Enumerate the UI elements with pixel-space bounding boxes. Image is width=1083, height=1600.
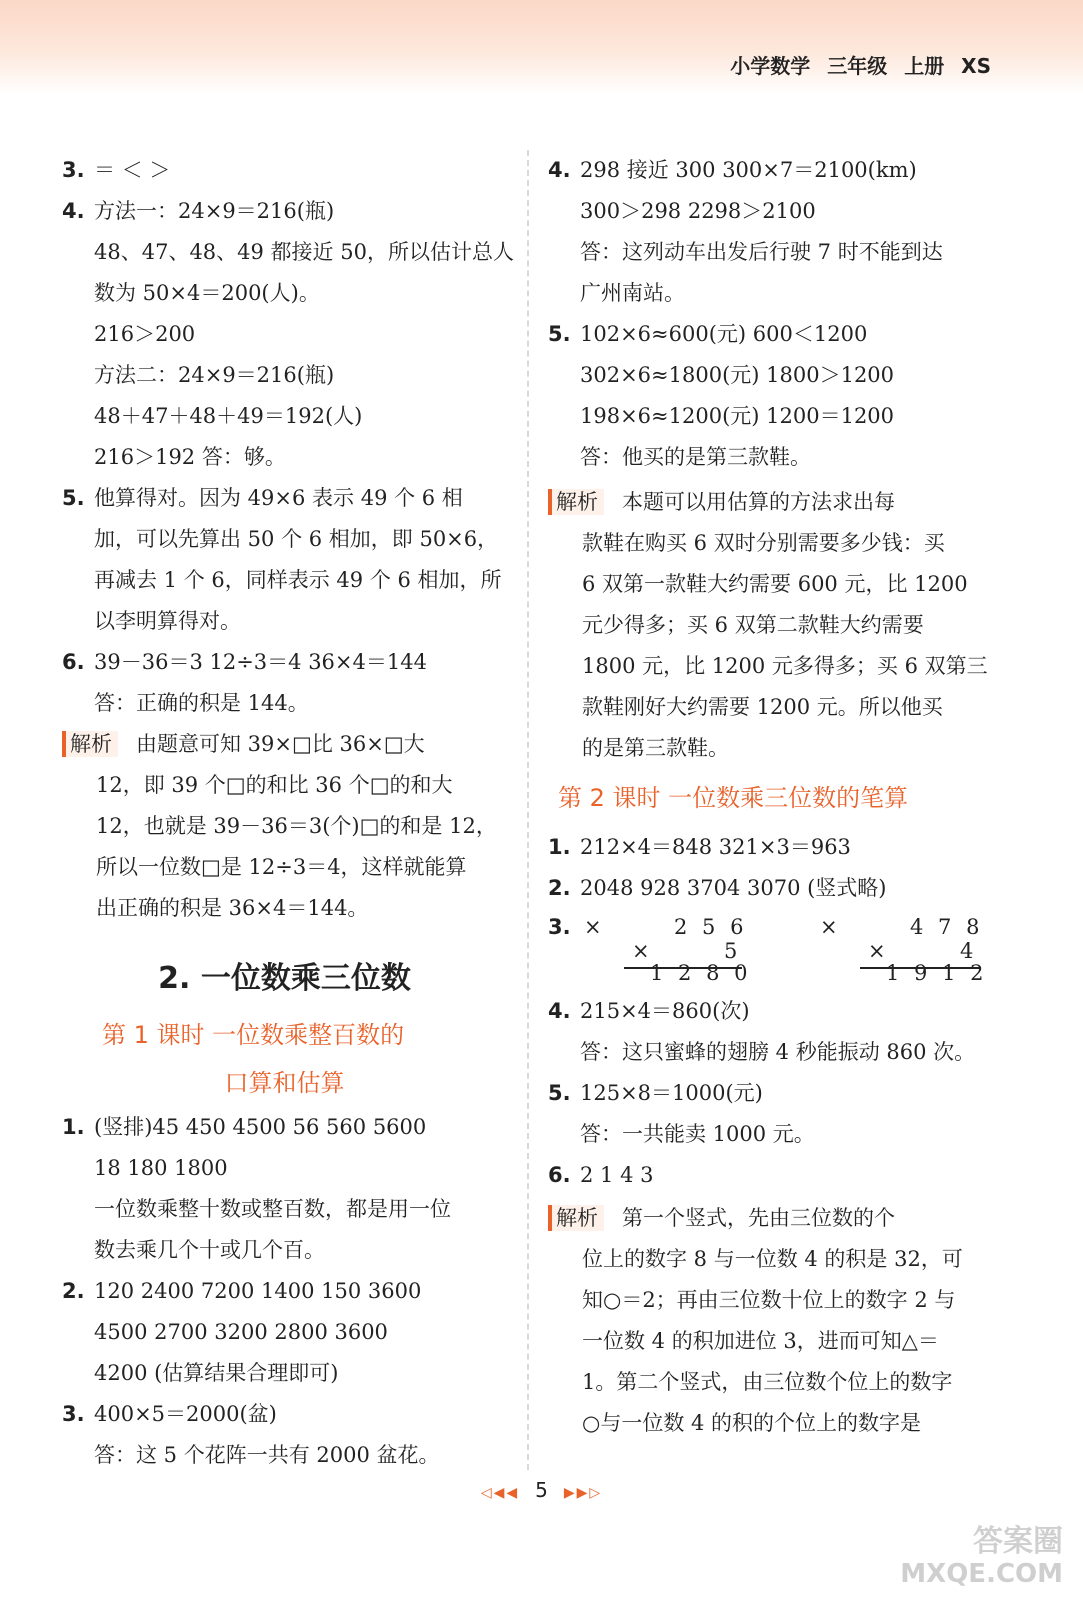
answer-line bbox=[62, 642, 507, 683]
question-number: 5. bbox=[548, 322, 571, 346]
answer-text: 198×6≈1200(元) 1200＝1200 bbox=[580, 404, 895, 428]
analysis-paragraph bbox=[548, 1198, 998, 1239]
answer-text: 答：这列动车出发后行驶 7 时不能到达 bbox=[580, 240, 943, 264]
answer-line bbox=[548, 437, 998, 478]
answer-text: 2048 928 3704 3070 (竖式略) bbox=[580, 876, 887, 900]
answer-line bbox=[62, 355, 507, 396]
right-answers-block bbox=[548, 150, 998, 478]
answer-line bbox=[62, 1353, 507, 1394]
answer-line bbox=[548, 314, 998, 355]
answer-line bbox=[62, 683, 507, 724]
analysis-line: 知○＝2；再由三位数十位上的数字 2 与 bbox=[582, 1288, 956, 1312]
analysis-line: ○与一位数 4 的积的个位上的数字是 bbox=[582, 1411, 922, 1435]
left-column bbox=[62, 150, 514, 1476]
question-number: 4. bbox=[548, 999, 571, 1023]
analysis-line: 1。第二个竖式，由三位数个位上的数字 bbox=[582, 1370, 953, 1394]
analysis-line: 款鞋刚好大约需要 1200 元。所以他买 bbox=[582, 695, 943, 719]
answer-line bbox=[548, 1155, 998, 1196]
answer-text: 方法二：24×9＝216(瓶) bbox=[94, 363, 335, 387]
answer-line bbox=[548, 396, 998, 437]
question-number: 6. bbox=[62, 650, 85, 674]
answer-line bbox=[62, 1107, 507, 1148]
analysis-line: 12，即 39 个□的和比 36 个□的和大 bbox=[96, 773, 453, 797]
answer-text: 2 1 4 3 bbox=[580, 1163, 654, 1187]
answer-line bbox=[62, 1312, 507, 1353]
answer-text: 300＞298 2298＞2100 bbox=[580, 199, 816, 223]
analysis-line: 所以一位数□是 12÷3＝4，这样就能算 bbox=[96, 855, 467, 879]
vert1-multiplier: 5 bbox=[724, 939, 738, 963]
analysis-line: 12，也就是 39－36＝3(个)□的和是 12， bbox=[96, 814, 497, 838]
answer-text: 102×6≈600(元) 600＜1200 bbox=[580, 322, 868, 346]
watermark-line2: MXQE.COM bbox=[900, 1559, 1063, 1589]
watermark-line1: 答案圈 bbox=[973, 1524, 1063, 1559]
question-number: 5. bbox=[62, 486, 85, 510]
answer-line bbox=[548, 191, 998, 232]
answer-text: 答：这只蜜蜂的翅膀 4 秒能振动 860 次。 bbox=[580, 1040, 976, 1064]
column-divider bbox=[527, 150, 529, 1470]
answer-line bbox=[62, 1271, 507, 1312]
answer-line bbox=[548, 355, 998, 396]
answer-line bbox=[62, 396, 507, 437]
vert1-operator: × bbox=[632, 939, 650, 963]
answer-text: 125×8＝1000(元) bbox=[580, 1081, 763, 1105]
analysis-line: 由题意可知 39×□比 36×□大 bbox=[136, 732, 425, 756]
wrong-mark: × bbox=[584, 915, 602, 939]
answer-line bbox=[548, 991, 998, 1032]
answer-text: 48＋47＋48＋49＝192(人) bbox=[94, 404, 363, 428]
answer-text: 答：一共能卖 1000 元。 bbox=[580, 1122, 815, 1146]
question-number: 3. bbox=[62, 1402, 85, 1426]
answer-line bbox=[62, 232, 514, 273]
answer-text: 215×4＝860(次) bbox=[580, 999, 750, 1023]
question-number: 4. bbox=[62, 199, 85, 223]
vert2-result: 1 9 1 2 bbox=[886, 961, 988, 985]
answer-text: 39－36＝3 12÷3＝4 36×4＝144 bbox=[94, 650, 427, 674]
page-number: 5 bbox=[535, 1478, 548, 1502]
question-number: 6. bbox=[548, 1163, 571, 1187]
analysis-tag: 解析 bbox=[548, 489, 604, 515]
analysis-tag: 解析 bbox=[62, 731, 118, 757]
analysis-line: 本题可以用估算的方法求出每 bbox=[622, 490, 895, 514]
question-number: 3. bbox=[548, 915, 571, 939]
header-band bbox=[0, 0, 1083, 95]
answer-line bbox=[548, 827, 998, 868]
answer-text: 48、47、48、49 都接近 50，所以估计总人 bbox=[94, 240, 514, 264]
analysis-line: 元少得多；买 6 双第二款鞋大约需要 bbox=[582, 613, 924, 637]
answer-text: 答：他买的是第三款鞋。 bbox=[580, 445, 811, 469]
analysis-paragraph bbox=[548, 482, 998, 523]
answer-text: 298 接近 300 300×7＝2100(km) bbox=[580, 158, 917, 182]
answer-text: 方法一：24×9＝216(瓶) bbox=[94, 199, 335, 223]
answer-line bbox=[62, 150, 507, 191]
vertical-calculations bbox=[548, 909, 998, 991]
analysis-line: 1800 元，比 1200 元多得多；买 6 双第三 bbox=[582, 654, 988, 678]
answer-line bbox=[62, 560, 507, 601]
question-number: 1. bbox=[62, 1115, 85, 1139]
answer-line bbox=[62, 519, 507, 560]
answer-line bbox=[62, 1189, 507, 1230]
vert2-multiplicand: 4 7 8 bbox=[910, 915, 984, 939]
question-number: 3. bbox=[62, 158, 85, 182]
answer-text: 答：正确的积是 144。 bbox=[94, 691, 309, 715]
answer-text: 302×6≈1800(元) 1800＞1200 bbox=[580, 363, 895, 387]
answer-line bbox=[62, 1230, 507, 1271]
answer-text: 一位数乘整十数或整百数，都是用一位 bbox=[94, 1197, 451, 1221]
answer-line bbox=[62, 191, 507, 232]
lesson-1-title-line2: 口算和估算 bbox=[224, 1069, 345, 1097]
answer-text: 216＞192 答：够。 bbox=[94, 445, 286, 469]
vert1-result: 1 2 8 0 bbox=[650, 961, 752, 985]
question-number: 5. bbox=[548, 1081, 571, 1105]
answer-text: 4500 2700 3200 2800 3600 bbox=[94, 1320, 388, 1344]
answer-line bbox=[548, 1114, 998, 1155]
prev-arrows-icon: ◁◀◀ bbox=[480, 1485, 520, 1501]
answer-line bbox=[548, 868, 998, 909]
wrong-mark: × bbox=[820, 915, 838, 939]
answer-text: 他算得对。因为 49×6 表示 49 个 6 相 bbox=[94, 486, 463, 510]
question-number: 1. bbox=[548, 835, 571, 859]
analysis-line: 位上的数字 8 与一位数 4 的积是 32，可 bbox=[582, 1247, 963, 1271]
answer-text: 18 180 1800 bbox=[94, 1156, 228, 1180]
lesson-2-answers-block-2 bbox=[548, 991, 998, 1196]
analysis-line: 第一个竖式，先由三位数的个 bbox=[622, 1206, 895, 1230]
answer-text: 4200 (估算结果合理即可) bbox=[94, 1361, 339, 1385]
next-arrows-icon: ▶▶▷ bbox=[563, 1485, 603, 1501]
question-number: 2. bbox=[548, 876, 571, 900]
analysis-paragraph bbox=[62, 724, 507, 765]
answer-line bbox=[62, 1394, 507, 1435]
answer-text: ＝ ＜ ＞ bbox=[94, 158, 171, 182]
answer-text: 120 2400 7200 1400 150 3600 bbox=[94, 1279, 422, 1303]
lesson-1-answers-block bbox=[62, 1107, 507, 1476]
header-subject-grade: 小学数学 三年级 上册 XS bbox=[730, 54, 991, 78]
answer-line bbox=[548, 273, 998, 314]
answer-line bbox=[62, 437, 507, 478]
right-column bbox=[548, 150, 998, 1444]
answer-text: 再减去 1 个 6，同样表示 49 个 6 相加，所 bbox=[94, 568, 502, 592]
vert1-multiplicand: 2 5 6 bbox=[674, 915, 748, 939]
answer-line bbox=[62, 1435, 507, 1476]
watermark-logo bbox=[900, 1526, 1063, 1590]
analysis-line: 款鞋在购买 6 双时分别需要多少钱：买 bbox=[582, 531, 945, 555]
answer-line bbox=[62, 601, 507, 642]
answer-line bbox=[62, 478, 507, 519]
answer-text: 212×4＝848 321×3＝963 bbox=[580, 835, 851, 859]
section-title: 2. 一位数乘三位数 bbox=[158, 961, 411, 996]
answer-text: 广州南站。 bbox=[580, 281, 685, 305]
answer-line bbox=[548, 1032, 998, 1073]
answer-line bbox=[548, 1073, 998, 1114]
answer-text: 答：这 5 个花阵一共有 2000 盆花。 bbox=[94, 1443, 440, 1467]
vert2-operator: × bbox=[868, 939, 886, 963]
analysis-tag: 解析 bbox=[548, 1205, 604, 1231]
lesson-2-answers-block bbox=[548, 827, 998, 909]
analysis-line: 6 双第一款鞋大约需要 600 元，比 1200 bbox=[582, 572, 968, 596]
page-footer bbox=[0, 1478, 1083, 1502]
analysis-line: 出正确的积是 36×4＝144。 bbox=[96, 896, 369, 920]
answer-text: 400×5＝2000(盆) bbox=[94, 1402, 277, 1426]
answer-line bbox=[62, 1148, 507, 1189]
analysis-line: 的是第三款鞋。 bbox=[582, 736, 729, 760]
answer-line bbox=[62, 314, 507, 355]
lesson-1-title-line1: 第 1 课时 一位数乘整百数的 bbox=[102, 1021, 405, 1049]
vert2-multiplier: 4 bbox=[960, 939, 974, 963]
question-number: 4. bbox=[548, 158, 571, 182]
answer-text: 以李明算得对。 bbox=[94, 609, 241, 633]
answer-text: 数去乘几个十或几个百。 bbox=[94, 1238, 325, 1262]
answer-line bbox=[62, 273, 507, 314]
analysis-line: 一位数 4 的积加进位 3，进而可知△＝ bbox=[582, 1329, 939, 1353]
answer-text: (竖排)45 450 4500 56 560 5600 bbox=[94, 1115, 427, 1139]
lesson-2-title: 第 2 课时 一位数乘三位数的笔算 bbox=[558, 784, 909, 812]
answer-line bbox=[548, 150, 998, 191]
answer-text: 216＞200 bbox=[94, 322, 196, 346]
answer-text: 数为 50×4＝200(人)。 bbox=[94, 281, 320, 305]
answer-line bbox=[548, 232, 998, 273]
question-number: 2. bbox=[62, 1279, 85, 1303]
answer-text: 加，可以先算出 50 个 6 相加，即 50×6， bbox=[94, 527, 499, 551]
left-answers-block bbox=[62, 150, 514, 724]
